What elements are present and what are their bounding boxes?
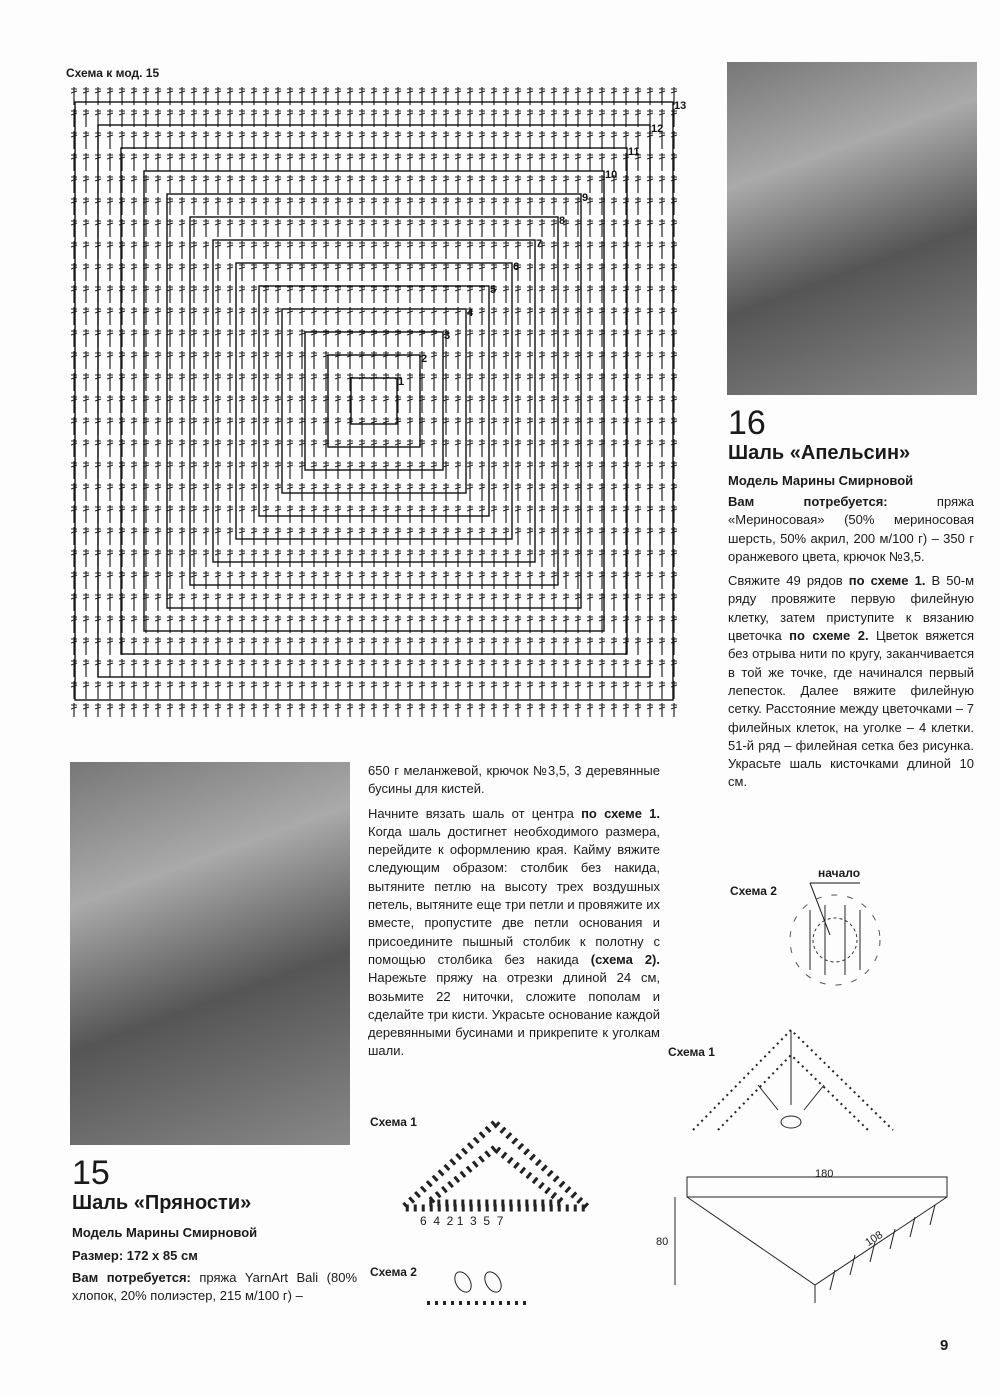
- row-number: 3: [444, 330, 451, 342]
- instr-ref: (схема 2).: [590, 951, 660, 967]
- instr-text: Нарежьте пряжу на отрезки длиной 24 см, возьмите 22 ниточки, сложите пополам и сделайте три кисти. Украсьте основание каждой деревянными бусинами и прикрепите к уголкам шали.: [368, 970, 660, 1059]
- scheme1-label-16: Схема 1: [668, 1045, 715, 1059]
- model-title: Шаль «Пряности»: [72, 1192, 252, 1214]
- row-number: 2: [421, 353, 428, 365]
- scheme1-numbers: 6 4 2 1 3 5 7: [420, 1214, 504, 1228]
- scheme1-diagram-15: [398, 1118, 593, 1213]
- row-number: 9: [582, 192, 589, 204]
- dim-height: 80: [656, 1236, 669, 1248]
- dimension-diagram: [665, 1165, 955, 1305]
- scheme2-label-15: Схема 2: [370, 1265, 417, 1279]
- instr-ref: по схеме 2.: [789, 628, 869, 644]
- scheme1-label-15: Схема 1: [370, 1115, 417, 1129]
- instr-ref: по схеме 1.: [848, 573, 926, 589]
- row-number: 4: [467, 307, 474, 319]
- needs-text: пряжа «Мериносовая» (50% мериносовая шерсть, 50% акрил, 200 м/100 г) – 350 г оранжевого цвета, крючок №3,5.: [728, 494, 974, 564]
- dim-width: 180: [815, 1168, 834, 1180]
- instr-ref: по схеме 1.: [581, 805, 660, 821]
- needs-continued: 650 г меланжевой, крючок №3,5, 3 деревянные бусины для кистей.: [368, 763, 660, 797]
- flower-diagram: [780, 880, 900, 1005]
- needs-label: Вам потребуется:: [72, 1270, 191, 1285]
- crochet-chart-15: [68, 85, 687, 717]
- needs-label: Вам потребуется:: [728, 494, 888, 509]
- photo-shawl-15: [70, 762, 350, 1145]
- row-number: 10: [605, 169, 618, 181]
- row-number: 11: [628, 146, 640, 158]
- row-number: 8: [559, 215, 566, 227]
- row-number: 13: [674, 100, 687, 112]
- model-author: Модель Марины Смирновой: [72, 1225, 258, 1240]
- needs-text: пряжа YarnArt Bali (80% хлопок, 20% полиэстер, 215 м/100 г) –: [72, 1270, 358, 1304]
- row-number: 1: [398, 376, 405, 388]
- model16-article: [728, 405, 974, 798]
- row-number: 5: [490, 284, 497, 296]
- model-number: 16: [728, 404, 766, 442]
- instr-text: Начните вязать шаль от центра: [368, 805, 582, 821]
- model15-article: [72, 1155, 357, 1306]
- row-number: 6: [513, 261, 520, 273]
- model-author: Модель Марины Смирновой: [728, 473, 914, 488]
- instr-text: В 50-м ряду провяжите первую филейную клетку, затем приступите к вязанию цветочка: [728, 573, 975, 644]
- row-number: 12: [651, 123, 664, 135]
- chart15-label: Схема к мод. 15: [66, 66, 160, 80]
- page-number: 9: [940, 1337, 949, 1354]
- model-number: 15: [72, 1154, 110, 1192]
- model-size: Размер: 172 х 85 см: [72, 1248, 198, 1263]
- scheme1-diagram-16: [688, 1025, 898, 1135]
- row-number: 7: [536, 238, 543, 250]
- scheme2-diagram-15: [425, 1268, 535, 1308]
- dim-side: 108: [863, 1228, 886, 1250]
- instr-text: Свяжите 49 рядов: [728, 573, 849, 589]
- model-title: Шаль «Апельсин»: [728, 442, 911, 464]
- instr-text: Цветок вяжется без отрыва нити по кругу, заканчивается в той же точке, где начинался первый лепесток. Далее вяжите филейную сетку. Расстояние между цветочками – 7 филейных клеток, на уголке – 4 клетки. 51-й ряд – филейная сетка без рисунка. Украсьте шаль кисточками длиной 10 см.: [728, 628, 974, 790]
- model15-instructions: [368, 762, 660, 1067]
- instr-text: Когда шаль достигнет необходимого размера, перейдите к оформлению края. Кайму вяжите следующим образом: столбик без накида, вытяните петлю на высоту трех воздушных петель, вытяните еще три петли и провяжите их вместе, пропустите две петли основания и присоедините пышный столбик к полотну с помощью столбика без накида: [368, 823, 660, 967]
- scheme2-label-16: Схема 2: [730, 884, 777, 898]
- photo-shawl-16: [727, 62, 977, 395]
- scheme2-start-label: начало: [818, 866, 861, 880]
